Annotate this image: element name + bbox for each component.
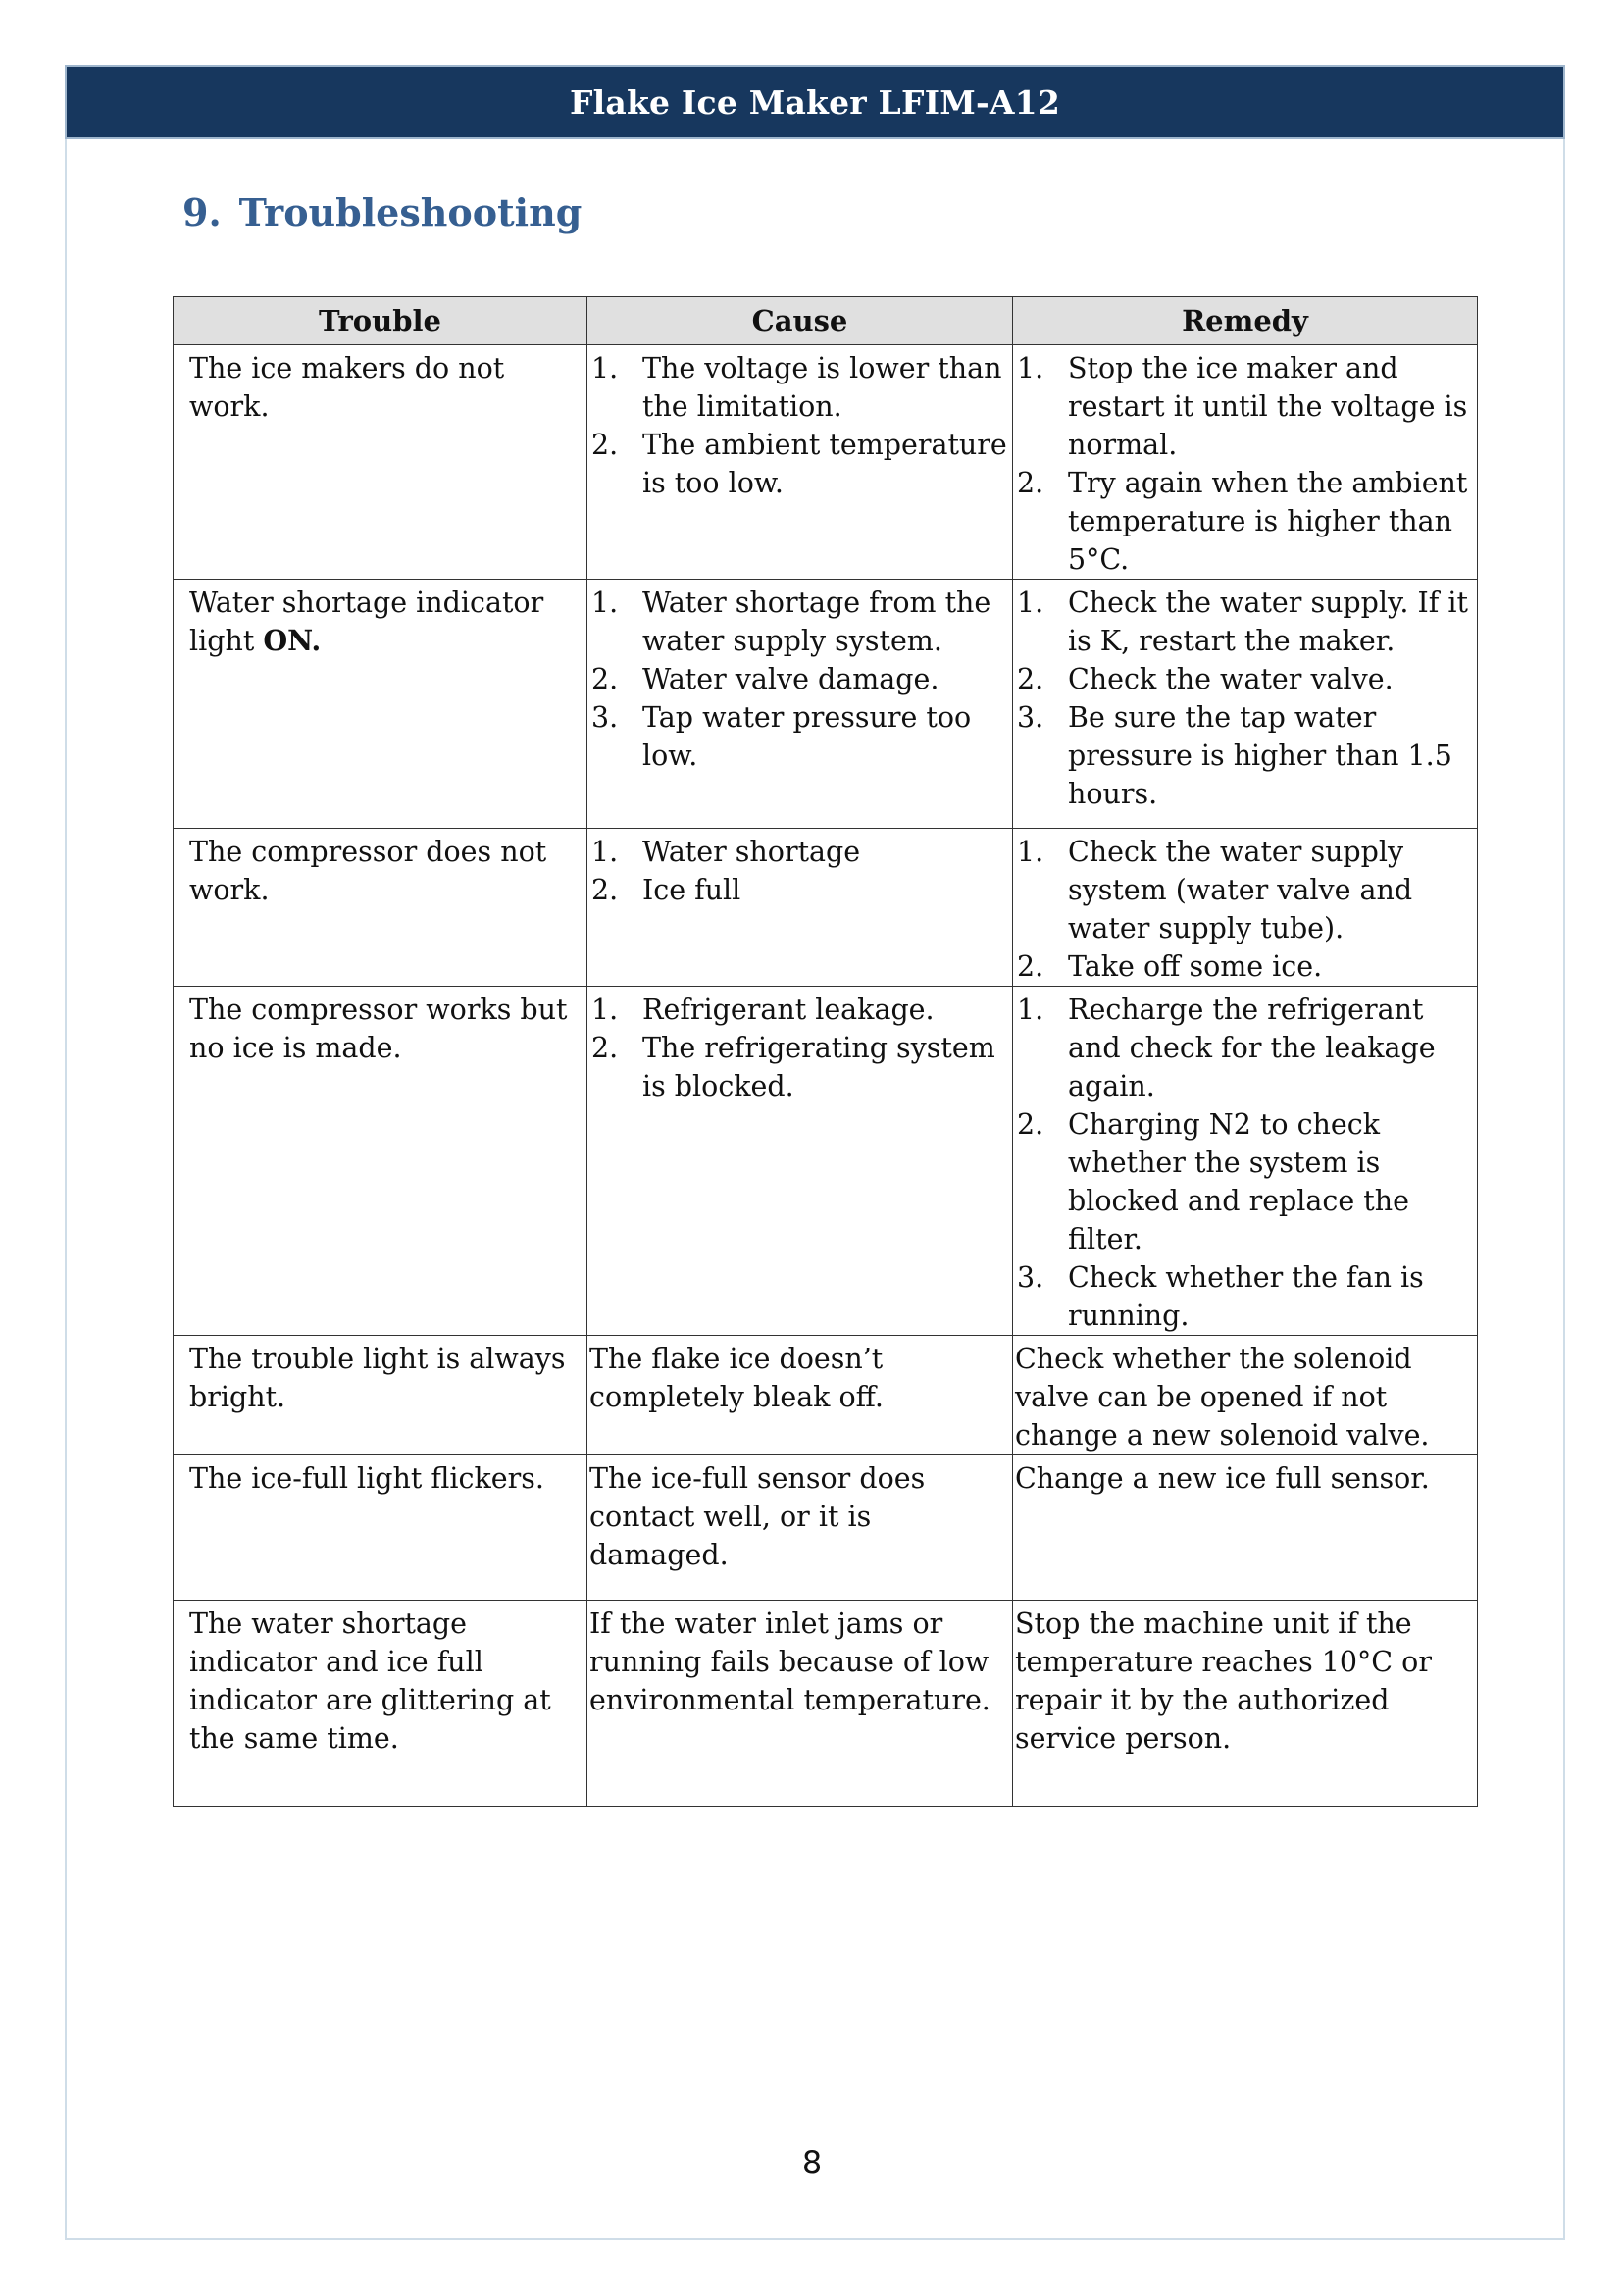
- section-number: 9.: [182, 190, 222, 234]
- header-trouble: Trouble: [174, 297, 587, 345]
- list-item: 1. Stop the ice maker and restart it until the voltage is normal.: [1017, 352, 1468, 461]
- remedy-cell: [1013, 345, 1478, 580]
- list-item: 1. Check the water supply. If it is K, restart the maker.: [1017, 587, 1468, 657]
- remedy-cell: Check whether the solenoid valve can be opened if not change a new solenoid valve.: [1013, 1336, 1478, 1455]
- trouble-cell: The water shortage indicator and ice full indicator are glittering at the same time.: [174, 1601, 587, 1807]
- cause-cell: If the water inlet jams or running fails because of low environmental temperature.: [587, 1601, 1013, 1807]
- on-emphasis: ON.: [263, 624, 322, 657]
- list-item: 2. Water valve damage.: [591, 663, 939, 695]
- list-item: 3. Check whether the fan is running.: [1017, 1261, 1424, 1332]
- remedy-cell: [1013, 580, 1478, 829]
- document-title: Flake Ice Maker LFIM-A12: [570, 82, 1060, 122]
- troubleshooting-table: [173, 296, 1478, 1807]
- remedy-cell: [1013, 987, 1478, 1336]
- header-band: [65, 65, 1565, 139]
- remedy-cell: [1013, 829, 1478, 987]
- trouble-cell: The compressor does not work.: [174, 829, 587, 987]
- remedy-cell: Stop the machine unit if the temperature reaches 10°C or repair it by the authorized service person.: [1013, 1601, 1478, 1807]
- remedy-list: [1017, 584, 1473, 813]
- trouble-cell: The ice makers do not work.: [174, 345, 587, 580]
- cause-cell: [587, 345, 1013, 580]
- remedy-cell: Change a new ice full sensor.: [1013, 1455, 1478, 1601]
- table-row: [174, 345, 1478, 580]
- list-item: 2. Charging N2 to check whether the system is blocked and replace the filter.: [1017, 1108, 1409, 1255]
- header-remedy: Remedy: [1013, 297, 1478, 345]
- list-item: 2. Take off some ice.: [1017, 950, 1323, 983]
- cause-cell: [587, 580, 1013, 829]
- cause-list: [591, 991, 1008, 1105]
- trouble-cell: The ice-full light flickers.: [174, 1455, 587, 1601]
- list-item: 1. Check the water supply system (water valve and water supply tube).: [1017, 836, 1413, 944]
- list-item: 3. Be sure the tap water pressure is higher than 1.5 hours.: [1017, 701, 1452, 810]
- list-item: 2. Ice full: [591, 874, 741, 906]
- table-row: [174, 580, 1478, 829]
- list-item: 1. Recharge the refrigerant and check for the leakage again.: [1017, 994, 1436, 1102]
- cause-cell: [587, 987, 1013, 1336]
- table-row: [174, 1336, 1478, 1455]
- list-item: 3. Tap water pressure too low.: [591, 701, 972, 772]
- table-row: [174, 829, 1478, 987]
- list-item: 1. Refrigerant leakage.: [591, 994, 935, 1026]
- header-cause: Cause: [587, 297, 1013, 345]
- table-header-row: [174, 297, 1478, 345]
- list-item: 2. The refrigerating system is blocked.: [591, 1032, 995, 1102]
- cause-list: [591, 584, 1008, 775]
- remedy-list: [1017, 991, 1473, 1335]
- list-item: 1. Water shortage from the water supply system.: [591, 587, 991, 657]
- cause-cell: The flake ice doesn’t completely bleak off.: [587, 1336, 1013, 1455]
- list-item: 1. The voltage is lower than the limitation.: [591, 352, 1002, 423]
- list-item: 2. Check the water valve.: [1017, 663, 1394, 695]
- remedy-list: [1017, 833, 1473, 986]
- table-row: [174, 987, 1478, 1336]
- list-item: 1. Water shortage: [591, 836, 861, 868]
- page-number: 8: [801, 2144, 823, 2181]
- section-title: Troubleshooting: [238, 190, 583, 234]
- cause-cell: The ice-full sensor does contact well, or it is damaged.: [587, 1455, 1013, 1601]
- section-heading: [182, 190, 582, 234]
- trouble-cell: Water shortage indicator light ON.: [174, 580, 587, 829]
- trouble-cell: The trouble light is always bright.: [174, 1336, 587, 1455]
- list-item: 2. The ambient temperature is too low.: [591, 429, 1007, 499]
- cause-list: [591, 833, 1008, 909]
- remedy-list: [1017, 349, 1473, 579]
- trouble-cell: The compressor works but no ice is made.: [174, 987, 587, 1336]
- cause-list: [591, 349, 1008, 502]
- table-row: [174, 1601, 1478, 1807]
- list-item: 2. Try again when the ambient temperature is higher than 5°C.: [1017, 467, 1468, 576]
- table-row: [174, 1455, 1478, 1601]
- cause-cell: [587, 829, 1013, 987]
